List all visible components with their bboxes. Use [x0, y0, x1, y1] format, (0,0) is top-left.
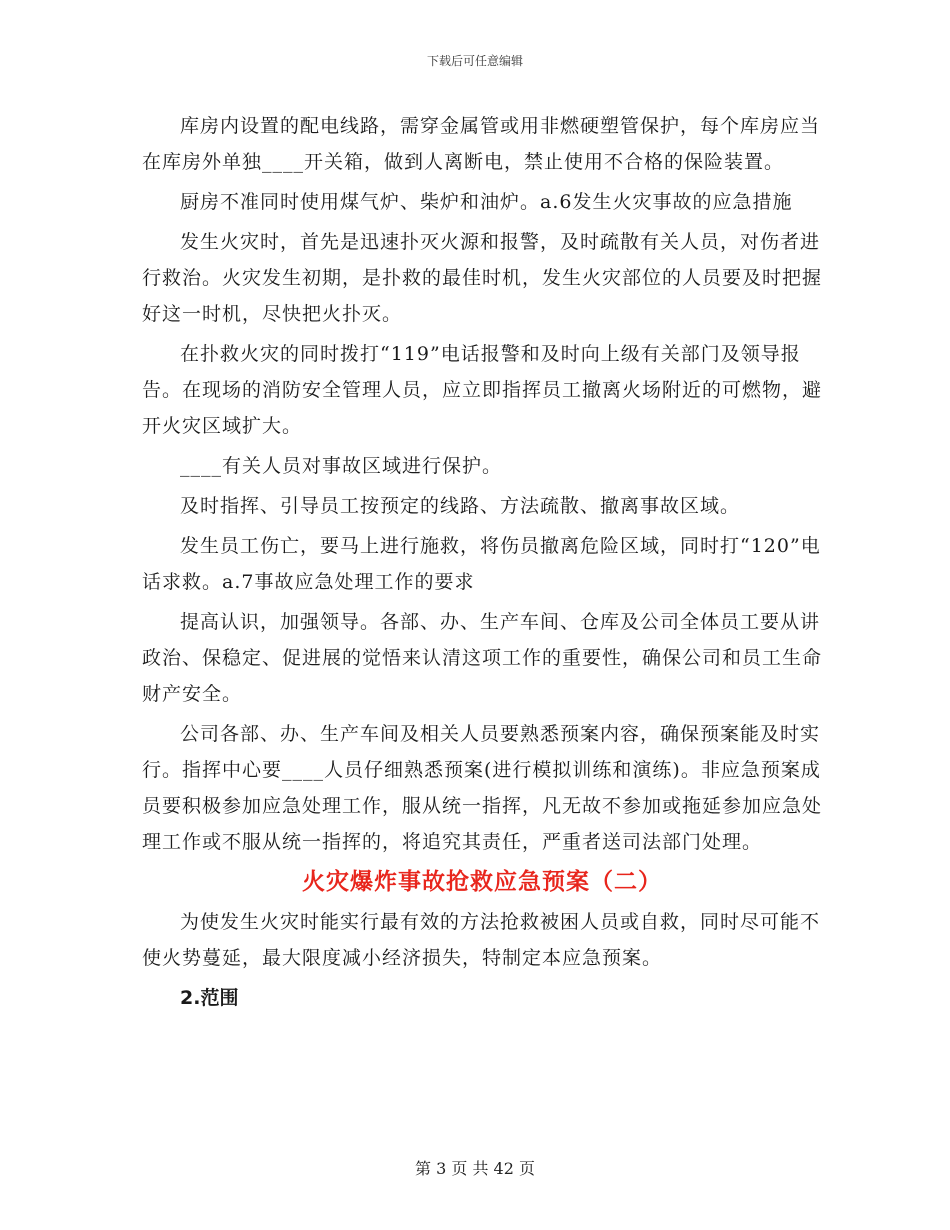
- paragraph-warehouse-wiring: 库房内设置的配电线路，需穿金属管或用非燃硬塑管保护，每个库房应当在库房外单独____开关箱，做到人离断电，禁止使用不合格的保险装置。: [142, 115, 821, 173]
- paragraph-casualties: 发生员工伤亡，要马上进行施救，将伤员撤离危险区域，同时打“120”电话求救。a.7事故应急处理工作的要求: [142, 535, 821, 593]
- document-body: [142, 108, 822, 1016]
- paragraph-call-119: 在扑救火灾的同时拨打“119”电话报警和及时向上级有关部门及领导报告。在现场的消防安全管理人员，应立即指挥员工撤离火场附近的可燃物，避开火灾区域扩大。: [142, 343, 823, 437]
- paragraph-fire-response: 发生火灾时，首先是迅速扑灭火源和报警，及时疏散有关人员，对伤者进行救治。火灾发生初期，是扑救的最佳时机，发生火灾部位的人员要及时把握好这一时机，尽快把火扑灭。: [142, 231, 823, 325]
- paragraph-awareness: 提高认识，加强领导。各部、办、生产车间、仓库及公司全体员工要从讲政治、保稳定、促进展的觉悟来认清这项工作的重要性，确保公司和员工生命财产安全。: [142, 611, 823, 705]
- page-header: 下载后可任意编辑: [426, 54, 523, 68]
- section-intro: 为使发生火灾时能实行最有效的方法抢救被困人员或自救，同时尽可能不使火势蔓延，最大限度减小经济损失，特制定本应急预案。: [142, 911, 821, 969]
- paragraph-kitchen-stoves: 厨房不准同时使用煤气炉、柴炉和油炉。a.6发生火灾事故的应急措施: [180, 191, 793, 213]
- paragraph-evacuation: 及时指挥、引导员工按预定的线路、方法疏散、撤离事故区域。: [180, 495, 741, 517]
- paragraph-familiarize-plan: 公司各部、办、生产车间及相关人员要熟悉预案内容，确保预案能及时实行。指挥中心要____人员仔细熟悉预案(进行模拟训练和演练)。非应急预案成员要积极参加应急处理工作，服从统一指挥，凡无故不参加或拖延参加应急处理工作或不服从统一指挥的，将追究其责任，严重者送司法部门处理。: [142, 723, 823, 853]
- subheading-scope: 2.范围: [180, 987, 239, 1009]
- page-footer: 第 3 页 共 42 页: [415, 1159, 535, 1178]
- section-title: 火灾爆炸事故抢救应急预案（二）: [302, 869, 662, 895]
- paragraph-protect-area: ____有关人员对事故区域进行保护。: [180, 455, 503, 477]
